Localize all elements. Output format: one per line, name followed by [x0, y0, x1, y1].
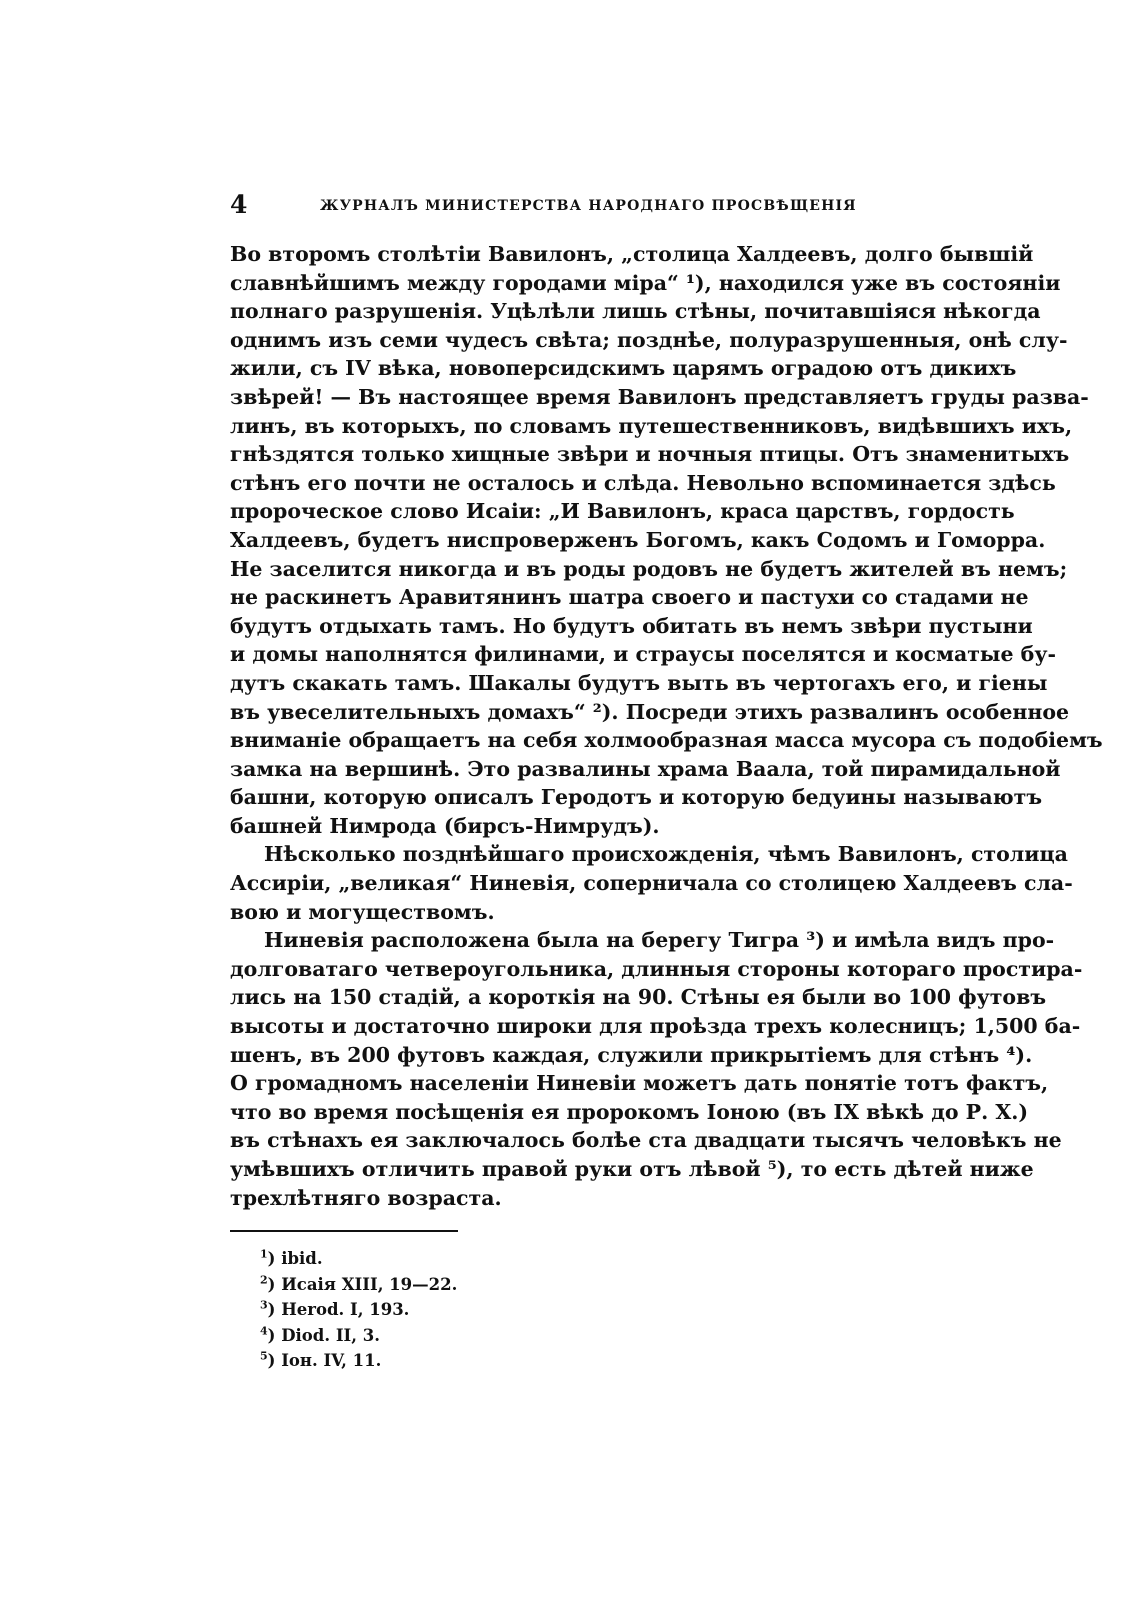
- paragraph-3: [230, 926, 1083, 1212]
- footnotes: [230, 1246, 942, 1374]
- text-line: лись на 150 стадій, а короткія на 90. Стѣны ея были во 100 футовъ: [230, 985, 1047, 1010]
- footnote: [260, 1246, 942, 1272]
- text-line: Не заселится никогда и въ роды родовъ не будетъ жителей въ немъ;: [230, 556, 1068, 581]
- footnote-text: ) Іон. IV, 11.: [267, 1351, 382, 1371]
- text-line: не раскинетъ Аравитянинъ шатра своего и пастухи со стадами не: [230, 585, 1029, 610]
- footnote-mark: 5: [260, 1349, 268, 1363]
- footnote-mark: 3: [260, 1298, 268, 1312]
- text-line: въ стѣнахъ ея заключалось болѣе ста двадцати тысячъ человѣкъ не: [230, 1128, 1062, 1153]
- text-line: умѣвшихъ отличить правой руки отъ лѣвой ⁵), то есть дѣтей ниже: [230, 1157, 1034, 1181]
- text-line: замка на вершинѣ. Это развалины храма Ваала, той пирамидальной: [230, 756, 1061, 781]
- text-line: будутъ отдыхать тамъ. Но будутъ обитать въ немъ звѣри пустыни: [230, 613, 1033, 638]
- body-text: [230, 240, 1103, 1212]
- journal-title: ЖУРНАЛЪ МИНИСТЕРСТВА НАРОДНАГО ПРОСВѢЩЕНІЯ: [320, 198, 857, 214]
- text-line: высоты и достаточно широки для проѣзда трехъ колесницъ; 1,500 ба-: [230, 1014, 1081, 1039]
- page-number: 4: [230, 190, 248, 219]
- text-line: линъ, въ которыхъ, по словамъ путешественниковъ, видѣвшихъ ихъ,: [230, 413, 1073, 438]
- text-line: вниманіе обращаетъ на себя холмообразная масса мусора съ подобіемъ: [230, 728, 1103, 753]
- footnote-text: ) ibid.: [267, 1249, 323, 1269]
- text-line: башней Нимрода (бирсъ-Нимрудъ).: [230, 813, 660, 838]
- text-line: шенъ, въ 200 футовъ каждая, служили прикрытіемъ для стѣнъ ⁴).: [230, 1042, 1033, 1067]
- text-line: въ увеселительныхъ домахъ“ ²). Посреди этихъ развалинъ особенное: [230, 699, 1070, 724]
- footnote-text: ) Herod. I, 193.: [267, 1300, 410, 1320]
- text-line: Халдеевъ, будетъ ниспроверженъ Богомъ, какъ Содомъ и Гоморра.: [230, 527, 1046, 552]
- text-line: гнѣздятся только хищные звѣри и ночныя птицы. Отъ знаменитыхъ: [230, 442, 1070, 467]
- footnote-mark: 2: [260, 1273, 268, 1287]
- footnote-mark: 4: [260, 1324, 268, 1338]
- paragraph-2: [230, 840, 1073, 926]
- text-line: О громадномъ населеніи Ниневіи можетъ дать понятіе тотъ фактъ,: [230, 1071, 1049, 1096]
- text-line: полнаго разрушенія. Уцѣлѣли лишь стѣны, почитавшіяся нѣкогда: [230, 299, 1041, 324]
- text-line: вою и могуществомъ.: [230, 899, 495, 924]
- text-line: звѣрей! — Въ настоящее время Вавилонъ представляетъ груды разва-: [230, 384, 1089, 409]
- footnote: [260, 1272, 942, 1298]
- footnote: [260, 1297, 942, 1323]
- running-head: [230, 190, 942, 230]
- text-line: Ассиріи, „великая“ Ниневія, соперничала со столицею Халдеевъ сла-: [230, 871, 1073, 896]
- footnote: [260, 1323, 942, 1349]
- text-line: и домы наполнятся филинами, и страусы поселятся и косматые бу-: [230, 642, 1056, 667]
- text-line: пророческое слово Исаіи: „И Вавилонъ, краса царствъ, гордость: [230, 499, 1015, 524]
- footnote-text: ) Diod. II, 3.: [267, 1325, 380, 1345]
- text-line: Нѣсколько позднѣйшаго происхожденія, чѣмъ Вавилонъ, столица: [264, 842, 1068, 867]
- text-line: однимъ изъ семи чудесъ свѣта; позднѣе, полуразрушенныя, онѣ слу-: [230, 327, 1068, 352]
- text-line: дутъ скакать тамъ. Шакалы будутъ выть въ чертогахъ его, и гіены: [230, 670, 1048, 695]
- text-line: Во второмъ столѣтіи Вавилонъ, „столица Халдеевъ, долго бывшій: [230, 242, 1034, 266]
- footnote-divider: [230, 1230, 458, 1232]
- text-line: стѣнъ его почти не осталось и слѣда. Невольно вспоминается здѣсь: [230, 470, 1056, 495]
- text-line: что во время посѣщенія ея пророкомъ Іоною (въ IX вѣкѣ до Р. Х.): [230, 1099, 1029, 1124]
- page: [230, 190, 1103, 1374]
- text-line: жили, съ IV вѣка, новоперсидскимъ царямъ оградою отъ дикихъ: [230, 356, 1017, 381]
- text-line: долговатаго четвероугольника, длинныя стороны котораго простира-: [230, 956, 1083, 981]
- footnote-mark: 1: [260, 1247, 268, 1261]
- text-line: Ниневія расположена была на берегу Тигра ³) и имѣла видъ про-: [264, 928, 1055, 953]
- paragraph-1: [230, 240, 1103, 840]
- text-line: башни, которую описалъ Геродотъ и которую бедуины называютъ: [230, 785, 1043, 810]
- footnote-text: ) Исаія XIII, 19—22.: [267, 1274, 458, 1294]
- footnote: [260, 1348, 942, 1374]
- text-line: трехлѣтняго возраста.: [230, 1185, 502, 1210]
- text-line: славнѣйшимъ между городами міра“ ¹), находился уже въ состояніи: [230, 270, 1061, 295]
